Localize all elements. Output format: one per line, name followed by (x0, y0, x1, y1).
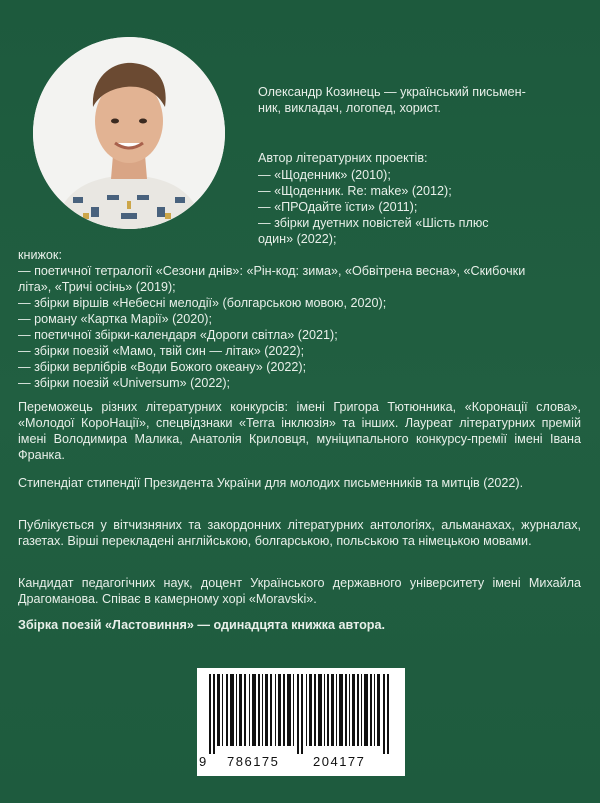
author-photo (33, 37, 225, 229)
project-item: — «Щоденник» (2010); (258, 168, 391, 182)
book-item: — роману «Картка Марії» (2020); (18, 312, 212, 326)
intro-line: Олександр Козинець — український письмен- (258, 85, 526, 99)
book-item: — збірки віршів «Небесні мелодії» (болгарською мовою, 2020); (18, 296, 387, 310)
author-intro (258, 84, 578, 116)
book-item: — збірки поезій «Universum» (2022); (18, 376, 231, 390)
awards-paragraph: Переможець різних літературних конкурсів: імені Григора Тютюнника, «Коронації слова», «Молодої КороНації», спецвідзнаки «Terra інклюзія» та інших. Лауреат літературних премій імені Володимира Малика, Анатолія Криловця, муніципального конкурсу-премії імені Івана Франка. (18, 400, 581, 462)
candidate-paragraph: Кандидат педагогічних наук, доцент Українського державного університету імені Михайла Драгоманова. Співає в камерному хорі «Moravski». (18, 576, 581, 606)
project-item: один» (2022); (258, 232, 337, 246)
book-item: — поетичної збірки-календаря «Дороги світла» (2021); (18, 328, 338, 342)
collection-note: Збірка поезій «Ластовиння» — одинадцята книжка автора. (18, 618, 385, 632)
books-heading: книжок: (18, 248, 62, 262)
intro-line: ник, викладач, логопед, хорист. (258, 101, 441, 115)
project-item: — «Щоденник. Re: make» (2012); (258, 184, 452, 198)
isbn-prefix-digit: 9 (199, 754, 207, 769)
isbn-right-group: 204177 (313, 754, 366, 769)
isbn-left-group: 786175 (227, 754, 280, 769)
stipend-paragraph: Стипендіат стипендії Президента України для молодих письменників та митців (2022). (18, 476, 524, 490)
book-item: — збірки верлібрів «Води Божого океану» (2022); (18, 360, 307, 374)
book-item: літа», «Тричі осінь» (2019); (18, 280, 176, 294)
book-item: — поетичної тетралогії «Сезони днів»: «Рін-код: зима», «Обвітрена весна», «Скибочки (18, 264, 526, 278)
project-item: — «ПРОдайте їсти» (2011); (258, 200, 418, 214)
project-item: — збірки дуетних повістей «Шість плюс (258, 216, 489, 230)
projects-heading: Автор літературних проектів: (258, 151, 428, 165)
book-item: — збірки поезій «Мамо, твій син — літак» (2022); (18, 344, 305, 358)
barcode-bars (197, 668, 405, 754)
isbn-barcode (197, 668, 405, 776)
publications-paragraph: Публікується у вітчизняних та закордонних літературних антологіях, альманахах, журналах, газетах. Вірші перекладені англійською, болгарською, польською та німецькою мовами. (18, 518, 581, 548)
